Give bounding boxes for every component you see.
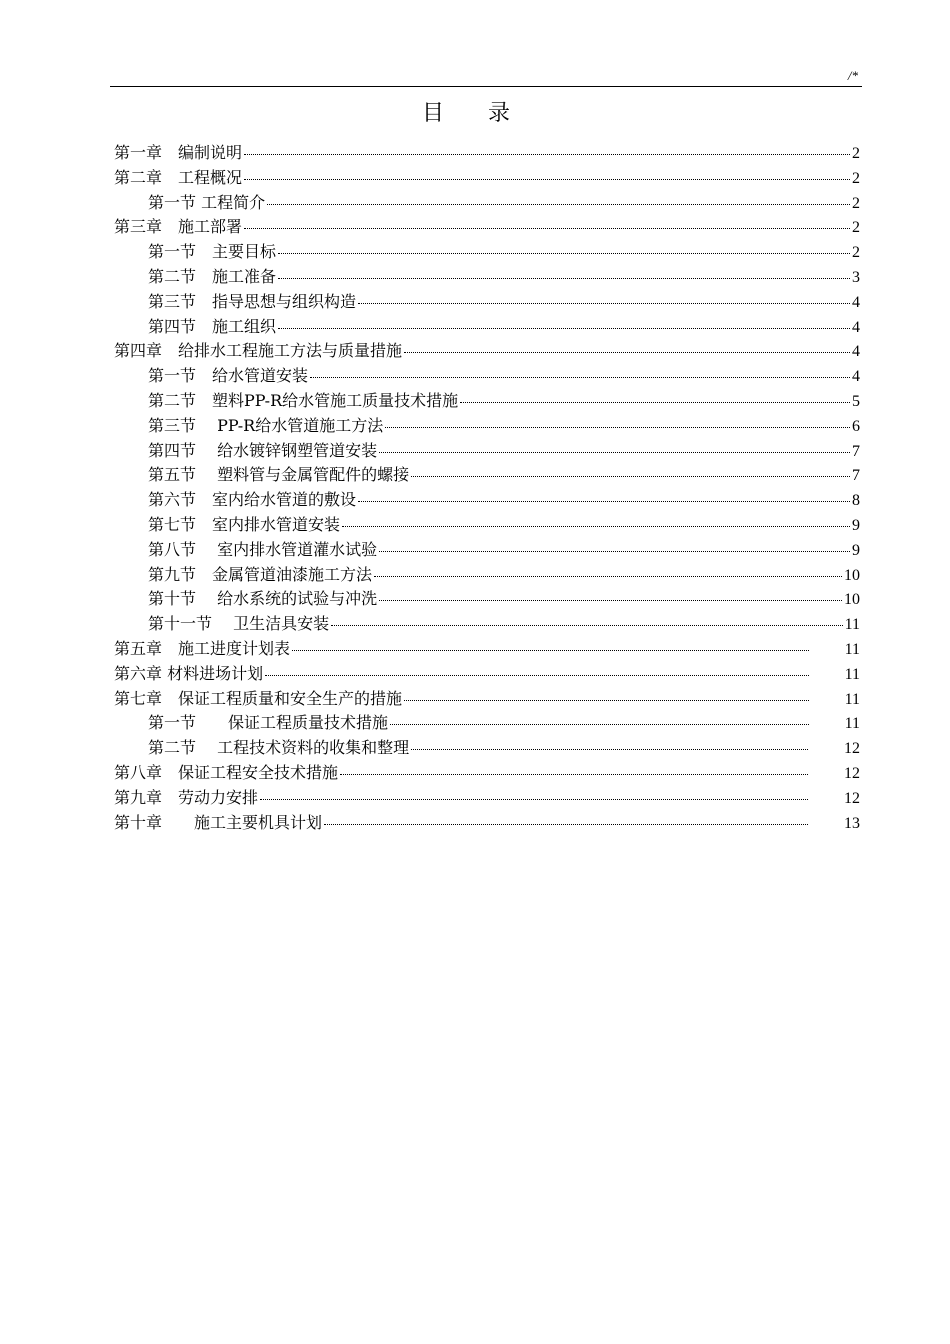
toc-entry-label: 第二节 塑料PP-R给水管施工质量技术措施: [148, 390, 459, 410]
toc-dot-leader: [244, 154, 850, 155]
toc-entry-page: 11: [844, 616, 860, 634]
toc-entry-page: 8: [852, 492, 860, 510]
toc-entry[interactable]: [114, 537, 860, 562]
toc-entry[interactable]: [114, 140, 860, 165]
toc-entry-label: 第六节 室内给水管道的敷设: [148, 490, 357, 510]
toc-entry[interactable]: [114, 686, 860, 711]
toc-dot-leader: [278, 278, 850, 279]
toc-entry-page: 2: [852, 145, 860, 162]
toc-entry-page: 9: [852, 516, 860, 534]
toc-entry-page: 6: [852, 417, 860, 435]
toc-entry-label: 第一节 主要目标: [148, 242, 277, 262]
toc-entry-label: 第九章 劳动力安排: [114, 787, 259, 807]
header-rule: [110, 86, 862, 87]
toc-dot-leader: [379, 600, 842, 601]
toc-entry-label: 第二节 施工准备: [148, 266, 277, 286]
toc-entry-page: 2: [852, 219, 860, 237]
toc-entry-page: 13: [844, 814, 860, 832]
toc-entry-label: 第四节 施工组织: [148, 316, 277, 336]
toc-entry-label: 第一节 工程简介: [148, 192, 266, 212]
toc-dot-leader: [292, 650, 809, 651]
toc-entry-label: 第八节 室内排水管道灌水试验: [148, 539, 378, 559]
toc-entry[interactable]: [114, 611, 860, 636]
toc-title: 目录: [421, 101, 554, 126]
toc-entry-page: 10: [844, 591, 860, 609]
toc-entry-page: 4: [852, 318, 860, 336]
toc-entry[interactable]: [114, 710, 860, 735]
toc-entry-page: 4: [852, 293, 860, 311]
toc-entry[interactable]: [114, 636, 860, 661]
toc-entry-label: 第九节 金属管道油漆施工方法: [148, 564, 373, 584]
toc-dot-leader: [379, 551, 850, 552]
toc-entry-label: 第五章 施工进度计划表: [114, 638, 291, 658]
toc-entry[interactable]: [114, 760, 860, 785]
toc-dot-leader: [358, 303, 850, 304]
toc-entry-label: 第十一节 卫生洁具安装: [148, 614, 330, 634]
toc-entry-page: 7: [852, 467, 860, 485]
toc-dot-leader: [374, 576, 842, 577]
toc-entry-page: 11: [844, 665, 860, 683]
toc-dot-leader: [278, 253, 850, 254]
toc-entry-page: 11: [844, 715, 860, 733]
toc-dot-leader: [265, 675, 809, 676]
toc-entry-label: 第二章 工程概况: [114, 167, 243, 187]
toc-entry-label: 第二节 工程技术资料的收集和整理: [148, 738, 410, 758]
toc-entry-label: 第十章 施工主要机具计划: [114, 812, 323, 832]
toc-dot-leader: [404, 352, 850, 353]
toc-entry[interactable]: [114, 338, 860, 363]
toc-dot-leader: [411, 476, 850, 477]
toc-entry[interactable]: [114, 289, 860, 314]
toc-dot-leader: [390, 724, 809, 725]
toc-entry-label: 第一节 保证工程质量技术措施: [148, 713, 389, 733]
toc-entry-label: 第一节 给水管道安装: [148, 366, 309, 386]
toc-dot-leader: [244, 179, 850, 180]
toc-entry[interactable]: [114, 586, 860, 611]
toc-dot-leader: [411, 749, 808, 750]
toc-entry[interactable]: [114, 562, 860, 587]
toc-entry[interactable]: [114, 661, 860, 686]
toc-entry[interactable]: [114, 165, 860, 190]
toc-list: [114, 140, 860, 834]
toc-entry-label: 第六章 材料进场计划: [114, 663, 264, 683]
toc-dot-leader: [342, 526, 850, 527]
toc-entry-page: 5: [852, 392, 860, 410]
toc-dot-leader: [460, 402, 850, 403]
toc-entry[interactable]: [114, 735, 860, 760]
toc-entry[interactable]: [114, 413, 860, 438]
toc-entry[interactable]: [114, 314, 860, 339]
toc-entry-page: 11: [844, 640, 860, 658]
header-mark: /*: [847, 68, 858, 83]
toc-entry-label: 第五节 塑料管与金属管配件的螺接: [148, 465, 410, 485]
toc-entry-label: 第三节 PP-R给水管道施工方法: [148, 415, 384, 435]
toc-entry[interactable]: [114, 487, 860, 512]
toc-entry[interactable]: [114, 785, 860, 810]
toc-entry-label: 第一章 编制说明: [114, 143, 243, 162]
toc-entry-label: 第八章 保证工程安全技术措施: [114, 762, 339, 782]
toc-entry-label: 第四节 给水镀锌钢塑管道安装: [148, 440, 378, 460]
toc-dot-leader: [267, 204, 850, 205]
toc-entry[interactable]: [114, 214, 860, 239]
toc-entry-page: 2: [852, 169, 860, 187]
toc-entry-page: 3: [852, 268, 860, 286]
toc-dot-leader: [278, 328, 850, 329]
toc-entry-label: 第四章 给排水工程施工方法与质量措施: [114, 341, 403, 361]
toc-entry[interactable]: [114, 363, 860, 388]
toc-entry-page: 12: [844, 789, 860, 807]
toc-dot-leader: [385, 427, 850, 428]
toc-entry-page: 10: [844, 566, 860, 584]
toc-entry-page: 2: [852, 244, 860, 262]
toc-entry-label: 第三节 指导思想与组织构造: [148, 291, 357, 311]
toc-entry[interactable]: [114, 239, 860, 264]
toc-dot-leader: [331, 625, 843, 626]
toc-entry[interactable]: [114, 512, 860, 537]
toc-entry[interactable]: [114, 264, 860, 289]
toc-entry-page: 11: [844, 690, 860, 708]
toc-entry-label: 第三章 施工部署: [114, 217, 243, 237]
toc-dot-leader: [379, 452, 850, 453]
toc-entry-label: 第七章 保证工程质量和安全生产的措施: [114, 688, 403, 708]
toc-dot-leader: [404, 700, 809, 701]
toc-entry-page: 2: [852, 194, 860, 212]
toc-dot-leader: [260, 799, 808, 800]
toc-entry-label: 第七节 室内排水管道安装: [148, 514, 341, 534]
toc-entry-label: 第十节 给水系统的试验与冲洗: [148, 589, 378, 609]
toc-entry[interactable]: [114, 388, 860, 413]
toc-entry-page: 7: [852, 442, 860, 460]
toc-entry-page: 4: [852, 368, 860, 386]
toc-entry[interactable]: [114, 810, 860, 835]
toc-entry[interactable]: [114, 438, 860, 463]
toc-entry-page: 4: [852, 343, 860, 361]
toc-entry[interactable]: [114, 462, 860, 487]
toc-dot-leader: [340, 774, 808, 775]
toc-dot-leader: [244, 228, 850, 229]
toc-dot-leader: [310, 377, 850, 378]
toc-dot-leader: [358, 501, 850, 502]
toc-entry-page: 12: [844, 740, 860, 758]
toc-dot-leader: [324, 824, 808, 825]
toc-entry-page: 9: [852, 541, 860, 559]
toc-entry[interactable]: [114, 190, 860, 215]
toc-entry-page: 12: [844, 764, 860, 782]
